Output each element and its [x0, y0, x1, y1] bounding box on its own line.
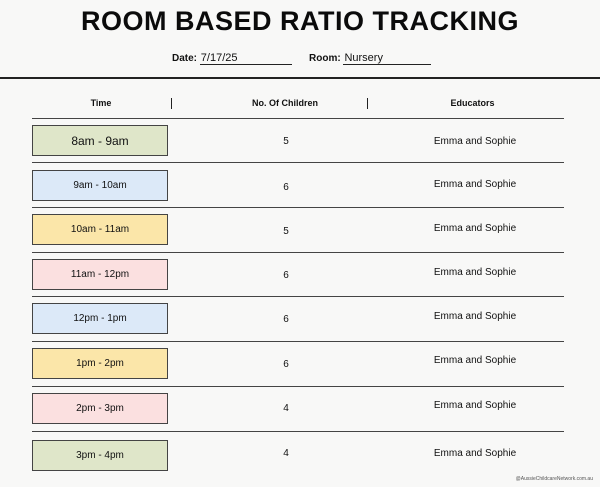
row-divider — [32, 431, 564, 432]
column-header-time: Time — [90, 98, 112, 108]
time-slot: 1pm - 2pm — [32, 348, 168, 379]
children-count: 6 — [283, 270, 289, 281]
page-title: ROOM BASED RATIO TRACKING — [81, 6, 519, 36]
header-divider — [0, 77, 600, 79]
educators-cell: Emma and Sophie — [433, 311, 517, 322]
children-count: 4 — [283, 448, 289, 459]
educators-cell: Emma and Sophie — [433, 448, 517, 459]
time-slot: 8am - 9am — [32, 125, 168, 156]
row-divider — [32, 118, 564, 119]
date-field — [172, 52, 292, 65]
row-divider — [32, 252, 564, 253]
column-header-educators: Educators — [450, 98, 495, 108]
row-divider — [32, 386, 564, 387]
row-divider — [32, 207, 564, 208]
educators-cell: Emma and Sophie — [433, 136, 517, 147]
row-divider — [32, 296, 564, 297]
educators-cell: Emma and Sophie — [433, 223, 517, 234]
time-slot: 2pm - 3pm — [32, 393, 168, 424]
date-value: 7/17/25 — [200, 52, 292, 65]
time-slot: 10am - 11am — [32, 214, 168, 245]
row-divider — [32, 341, 564, 342]
children-count: 6 — [283, 314, 289, 325]
time-slot: 12pm - 1pm — [32, 303, 168, 334]
row-divider — [32, 162, 564, 163]
children-count: 5 — [283, 226, 289, 237]
children-count: 6 — [283, 182, 289, 193]
educators-cell: Emma and Sophie — [433, 267, 517, 278]
children-count: 4 — [283, 403, 289, 414]
children-count: 5 — [283, 136, 289, 147]
room-value: Nursery — [343, 52, 431, 65]
footer-credit: @AussieChildcareNetwork.com.au — [515, 476, 593, 482]
column-separator — [367, 98, 368, 109]
time-slot: 11am - 12pm — [32, 259, 168, 290]
educators-cell: Emma and Sophie — [433, 400, 517, 411]
children-count: 6 — [283, 359, 289, 370]
room-field — [309, 52, 431, 65]
time-slot: 3pm - 4pm — [32, 440, 168, 471]
room-label: Room: — [309, 53, 341, 64]
column-header-children: No. Of Children — [252, 98, 318, 108]
educators-cell: Emma and Sophie — [433, 355, 517, 366]
column-separator — [171, 98, 172, 109]
educators-cell: Emma and Sophie — [433, 179, 517, 190]
date-label: Date: — [172, 53, 198, 64]
time-slot: 9am - 10am — [32, 170, 168, 201]
